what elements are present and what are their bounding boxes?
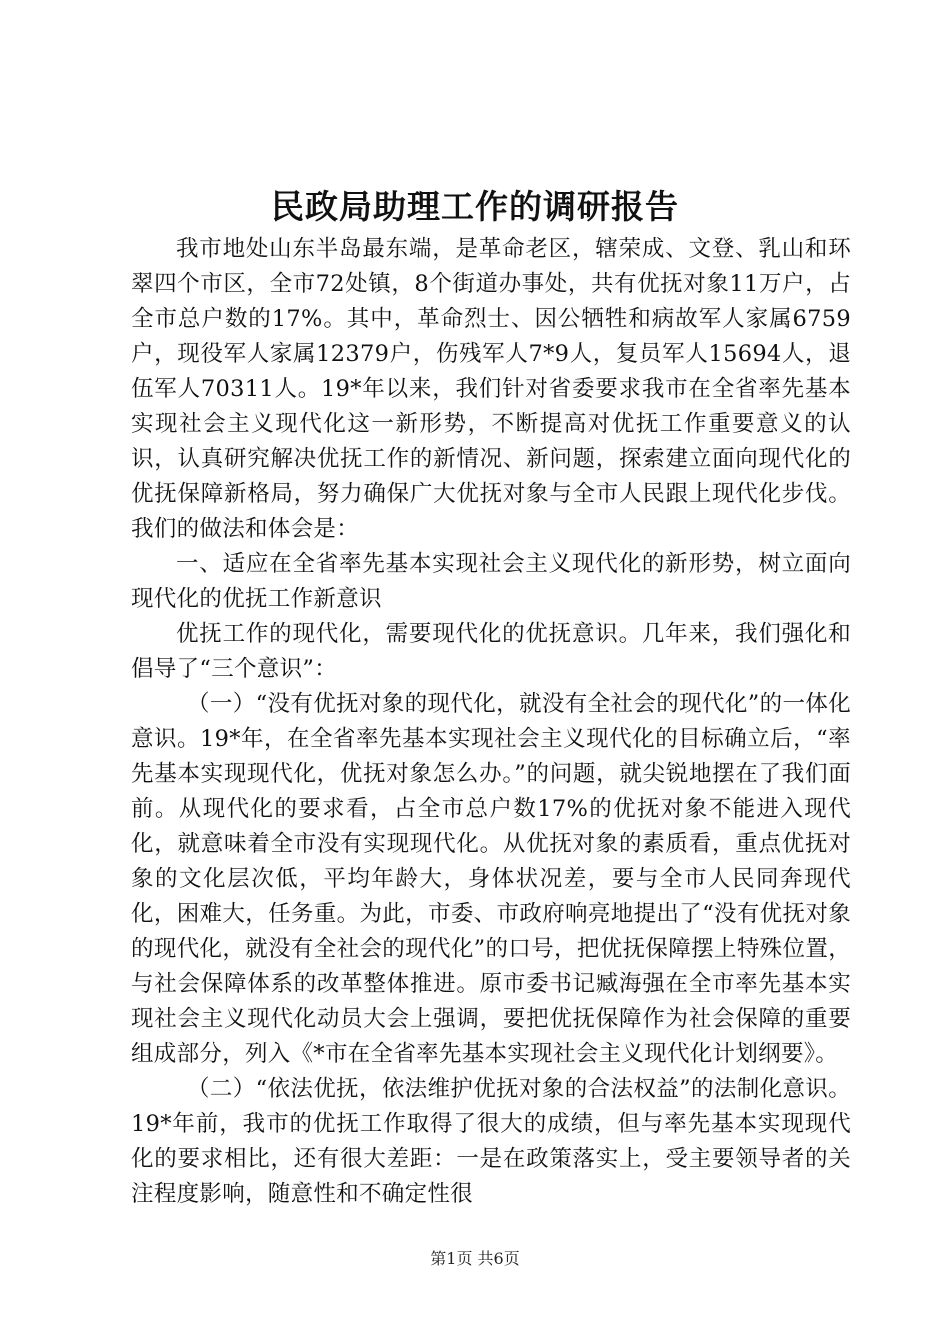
- paragraph-three-awareness: 优抚工作的现代化，需要现代化的优抚意识。几年来，我们强化和倡导了“三个意识”：: [131, 621, 851, 682]
- document-body: [131, 232, 851, 1212]
- paragraph-item-2: （二）“依法优抚，依法维护优抚对象的合法权益”的法制化意识。19*年前，我市的优抚工作取得了很大的成绩，但与率先基本实现现代化的要求相比，还有很大差距：一是在政策落实上，受主要领导者的关注程度影响，随意性和不确定性很: [131, 1076, 851, 1207]
- page-footer: 第1页 共6页: [430, 1249, 520, 1268]
- paragraph-item-1: （一）“没有优抚对象的现代化，就没有全社会的现代化”的一体化意识。19*年，在全省率先基本实现社会主义现代化的目标确立后，“率先基本实现现代化，优抚对象怎么办。”的问题，就尖锐地摆在了我们面前。从现代化的要求看，占全市总户数17%的优抚对象不能进入现代化，就意味着全市没有实现现代化。从优抚对象的素质看，重点优抚对象的文化层次低，平均年龄大，身体状况差，要与全市人民同奔现代化，困难大，任务重。为此，市委、市政府响亮地提出了“没有优抚对象的现代化，就没有全社会的现代化”的口号，把优抚保障摆上特殊位置，与社会保障体系的改革整体推进。原市委书记臧海强在全市率先基本实现社会主义现代化动员大会上强调，要把优抚保障作为社会保障的重要组成部分，列入《*市在全省率先基本实现社会主义现代化计划纲要》。: [131, 691, 851, 1067]
- paragraph-intro: 我市地处山东半岛最东端，是革命老区，辖荣成、文登、乳山和环翠四个市区，全市72处镇，8个街道办事处，共有优抚对象11万户，占全市总户数的17%。其中，革命烈士、因公牺牲和病故军人家属6759户，现役军人家属12379户，伤残军人7*9人，复员军人15694人，退伍军人70311人。19*年以来，我们针对省委要求我市在全省率先基本实现社会主义现代化这一新形势，不断提高对优抚工作重要意义的认识，认真研究解决优抚工作的新情况、新问题，探索建立面向现代化的优抚保障新格局，努力确保广大优抚对象与全市人民跟上现代化步伐。我们的做法和体会是：: [131, 236, 851, 542]
- paragraph-section-heading-1: 一、适应在全省率先基本实现社会主义现代化的新形势，树立面向现代化的优抚工作新意识: [131, 551, 851, 612]
- document-title: 民政局助理工作的调研报告: [271, 187, 679, 226]
